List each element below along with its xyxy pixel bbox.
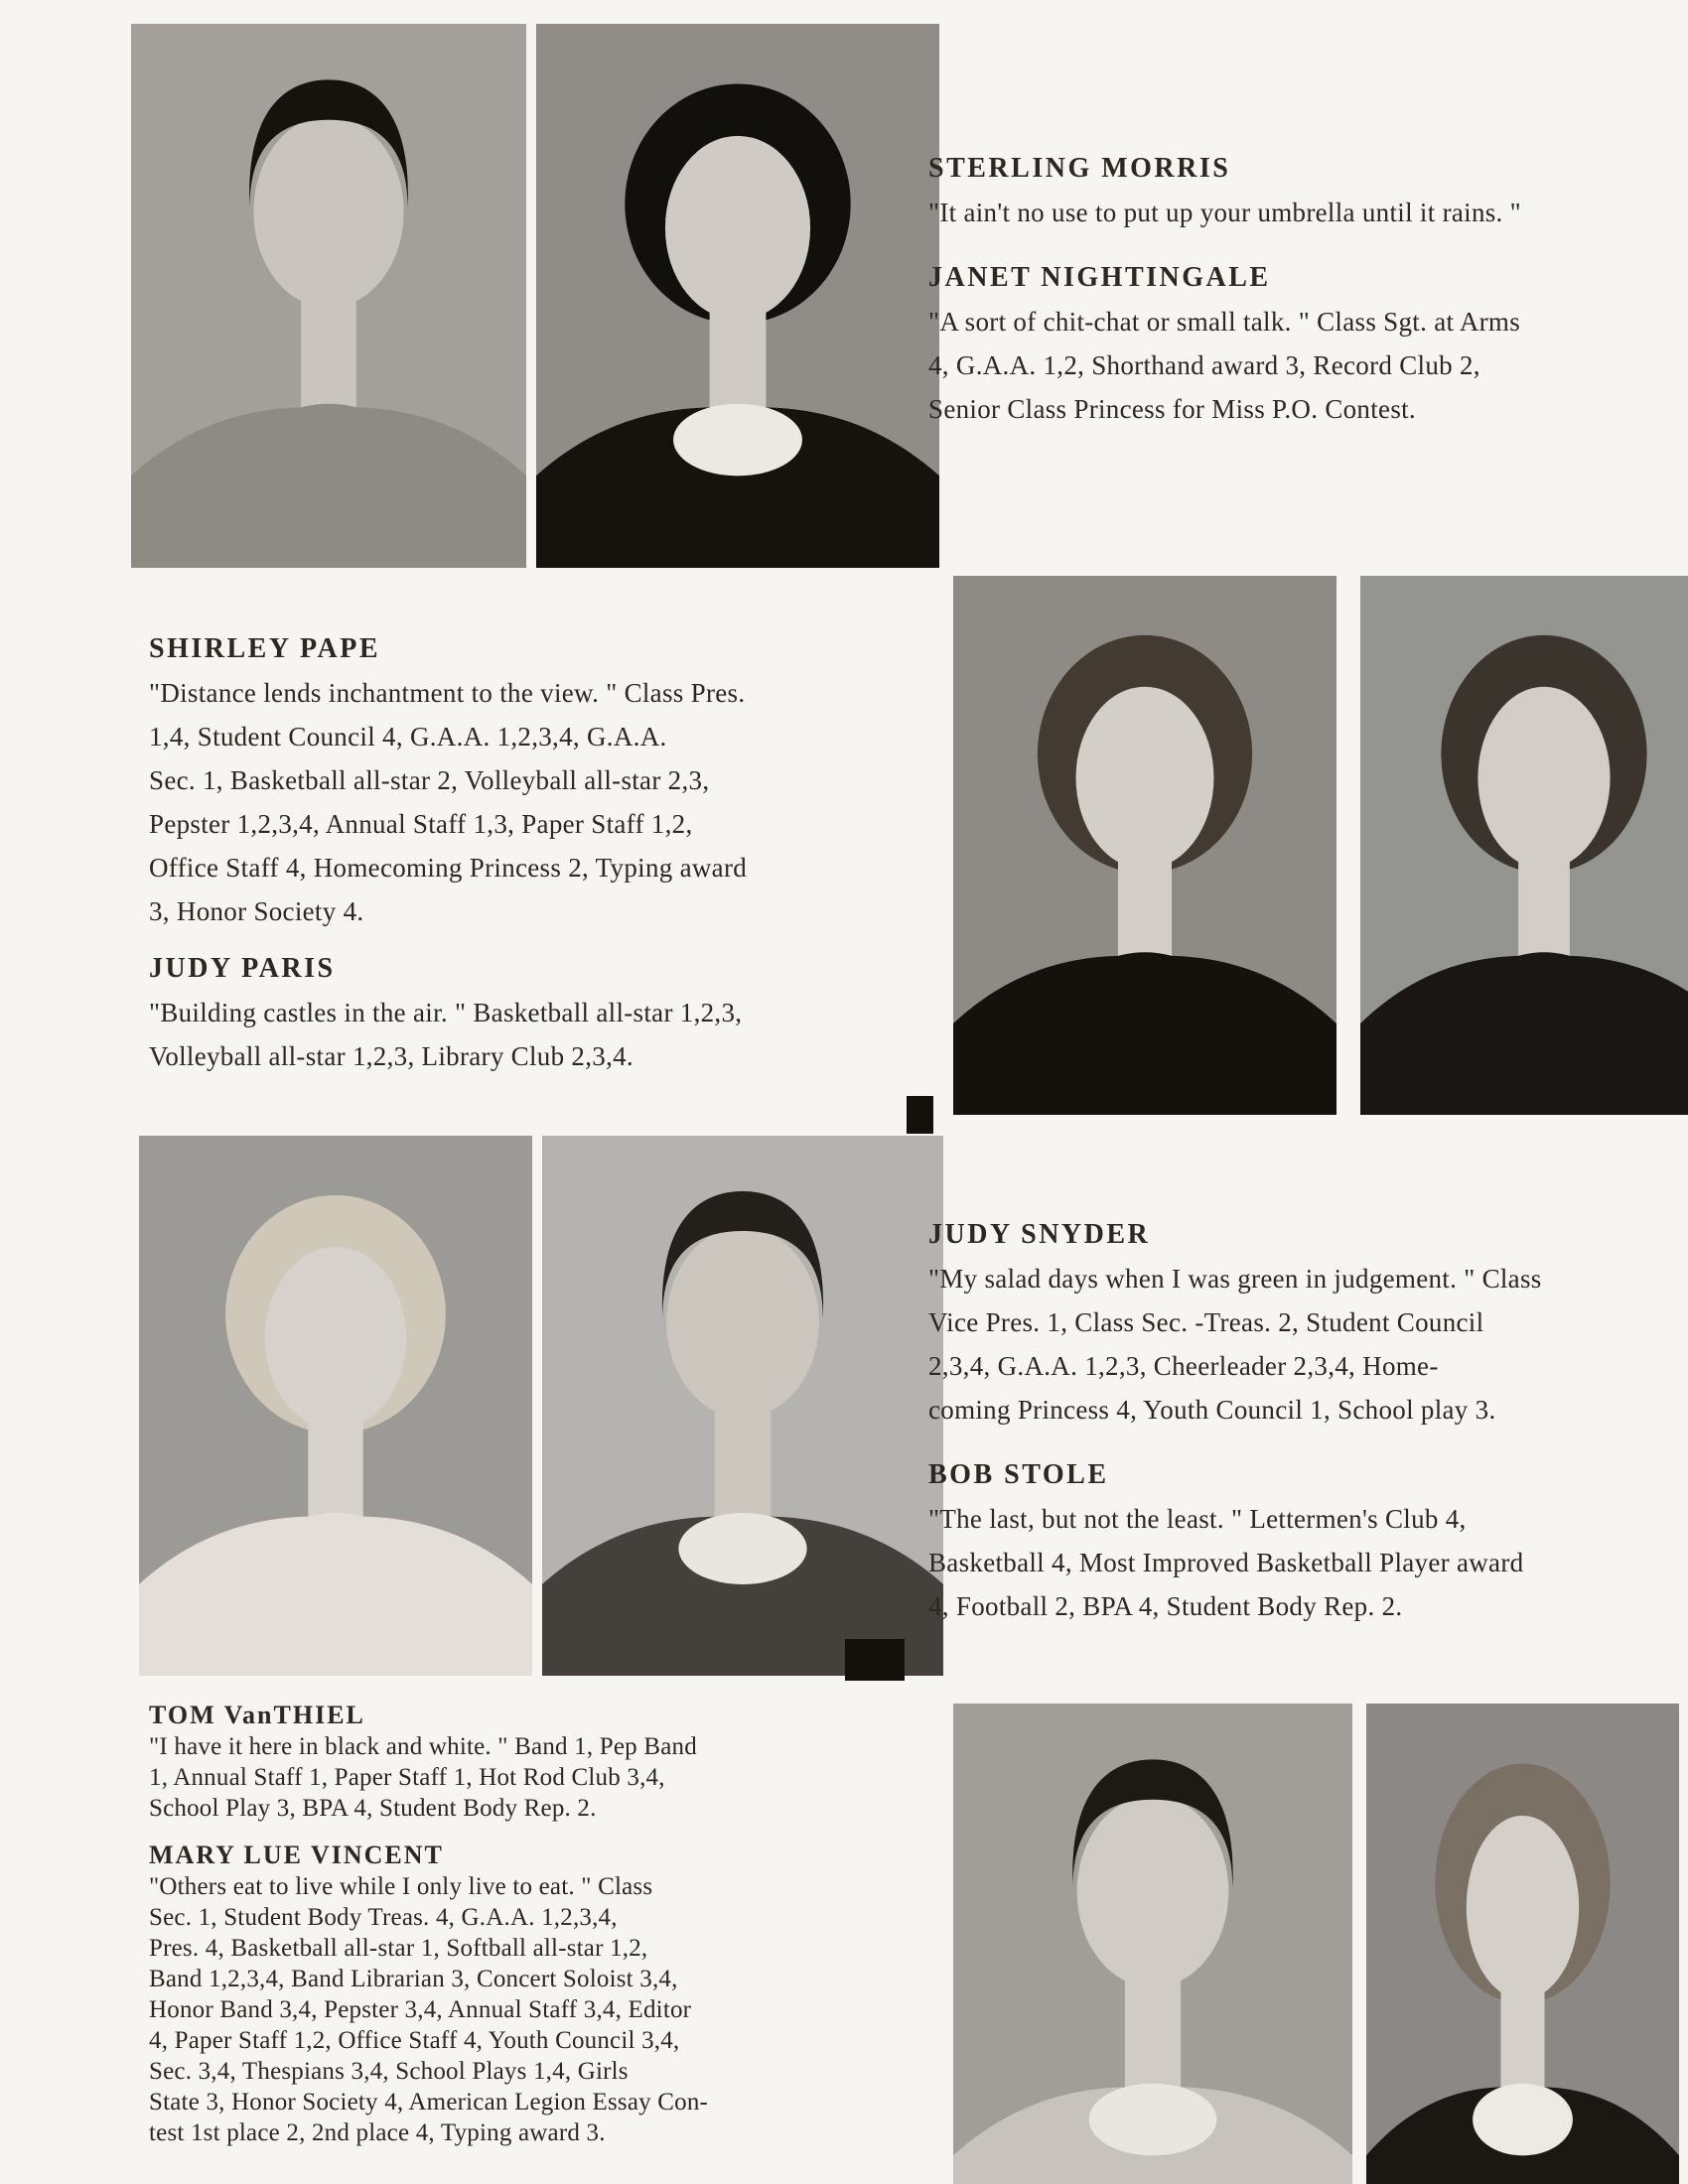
head-shape: [253, 116, 403, 308]
head-shape: [1467, 1816, 1579, 1999]
student-name: TOM VanTHIEL: [149, 1701, 365, 1729]
activity-line: coming Princess 4, Youth Council 1, School play 3.: [928, 1395, 1496, 1425]
activity-line: Office Staff 4, Homecoming Princess 2, Typing award: [149, 853, 748, 883]
text-block-bottom-left: [149, 1700, 834, 2148]
activity-line: School Play 3, BPA 4, Student Body Rep. 2.: [149, 1795, 597, 1822]
activity-line: 4, G.A.A. 1,2, Shorthand award 3, Record Club 2,: [928, 350, 1480, 380]
activity-line: Vice Pres. 1, Class Sec. -Treas. 2, Student Council: [928, 1307, 1484, 1337]
activity-line: "Building castles in the air. " Basketball all-star 1,2,3,: [149, 998, 743, 1027]
head-shape: [665, 136, 810, 320]
head-shape: [1477, 687, 1610, 870]
activity-line: Band 1,2,3,4, Band Librarian 3, Concert Soloist 3,4,: [149, 1966, 678, 1992]
student-entry-shirley-pape: [149, 627, 804, 933]
portrait-janet-nightingale: [536, 24, 939, 568]
portrait-illustration: [536, 24, 939, 568]
head-shape: [666, 1227, 819, 1418]
collar-shape: [273, 1513, 399, 1584]
portrait-bob-stole: [542, 1136, 943, 1676]
activity-line: "Others eat to live while I only live to eat. " Class: [149, 1873, 653, 1900]
activity-line: 2,3,4, G.A.A. 1,2,3, Cheerleader 2,3,4, Home-: [928, 1351, 1439, 1381]
student-entry-mary-lue-vincent: [149, 1840, 834, 2148]
activity-line: Sec. 1, Student Body Treas. 4, G.A.A. 1,2,3,4,: [149, 1904, 618, 1931]
student-entry-janet-nightingale: [928, 256, 1668, 431]
activity-line: test 1st place 2, 2nd place 4, Typing award 3.: [149, 2119, 606, 2146]
portrait-tom-vanthiel: [953, 1704, 1352, 2184]
text-block-lower-right: [928, 1213, 1673, 1628]
portrait-mary-lue-vincent: [1366, 1704, 1679, 2184]
collar-shape: [1485, 952, 1603, 1024]
text-block-top-right: [928, 147, 1668, 431]
student-name: SHIRLEY PAPE: [149, 633, 381, 664]
activity-line: 4, Paper Staff 1,2, Office Staff 4, Youth Council 3,4,: [149, 2027, 680, 2054]
student-name: STERLING MORRIS: [928, 153, 1231, 184]
activity-line: Volleyball all-star 1,2,3, Library Club 2,3,4.: [149, 1041, 633, 1071]
scan-artifact: [907, 1096, 933, 1134]
student-name: BOB STOLE: [928, 1459, 1109, 1490]
portrait-illustration: [139, 1136, 532, 1676]
activity-line: 4, Football 2, BPA 4, Student Body Rep. 2.: [928, 1591, 1403, 1621]
text-block-middle-left: [149, 627, 804, 1078]
student-entry-tom-vanthiel: [149, 1700, 834, 1824]
portrait-sterling-morris: [131, 24, 526, 568]
activity-line: "It ain't no use to put up your umbrella until it rains. ": [928, 198, 1521, 227]
portrait-judy-snyder: [139, 1136, 532, 1676]
portrait-illustration: [1360, 576, 1688, 1115]
student-entry-judy-paris: [149, 947, 804, 1078]
activity-line: "I have it here in black and white. " Band 1, Pep Band: [149, 1733, 697, 1760]
collar-shape: [1089, 2084, 1217, 2156]
student-entry-bob-stole: [928, 1453, 1673, 1628]
collar-shape: [678, 1513, 806, 1584]
portrait-judy-paris: [1360, 576, 1688, 1115]
activity-line: "Distance lends inchantment to the view. " Class Pres.: [149, 678, 746, 708]
student-name: MARY LUE VINCENT: [149, 1841, 444, 1869]
activity-line: Pres. 4, Basketball all-star 1, Softball all-star 1,2,: [149, 1935, 648, 1962]
student-name: JUDY PARIS: [149, 953, 336, 984]
portrait-shirley-pape: [953, 576, 1336, 1115]
activity-line: Pepster 1,2,3,4, Annual Staff 1,3, Paper Staff 1,2,: [149, 809, 693, 839]
activity-line: Sec. 3,4, Thespians 3,4, School Plays 1,4, Girls: [149, 2058, 629, 2085]
activity-line: "The last, but not the least. " Lettermen's Club 4,: [928, 1504, 1467, 1534]
activity-line: "A sort of chit-chat or small talk. " Class Sgt. at Arms: [928, 307, 1521, 337]
activity-line: Honor Band 3,4, Pepster 3,4, Annual Staff 3,4, Editor: [149, 1996, 692, 2023]
portrait-illustration: [542, 1136, 943, 1676]
activity-line: Sec. 1, Basketball all-star 2, Volleyball all-star 2,3,: [149, 765, 710, 795]
activity-line: 1,4, Student Council 4, G.A.A. 1,2,3,4, G.A.A.: [149, 722, 667, 751]
scan-artifact: [845, 1639, 905, 1681]
collar-shape: [1473, 2084, 1573, 2156]
activity-line: 1, Annual Staff 1, Paper Staff 1, Hot Rod Club 3,4,: [149, 1764, 665, 1791]
head-shape: [1076, 687, 1214, 870]
activity-line: Senior Class Princess for Miss P.O. Contest.: [928, 394, 1416, 424]
portrait-illustration: [953, 1704, 1352, 2184]
student-name: JANET NIGHTINGALE: [928, 262, 1271, 293]
activity-line: "My salad days when I was green in judgement. " Class: [928, 1264, 1542, 1294]
activity-line: Basketball 4, Most Improved Basketball Player award: [928, 1548, 1524, 1577]
activity-line: 3, Honor Society 4.: [149, 896, 364, 926]
head-shape: [265, 1247, 407, 1430]
head-shape: [1077, 1796, 1229, 1987]
student-entry-sterling-morris: [928, 147, 1668, 234]
collar-shape: [1083, 952, 1206, 1024]
activity-line: State 3, Honor Society 4, American Legion Essay Con-: [149, 2089, 709, 2116]
portrait-illustration: [131, 24, 526, 568]
portrait-illustration: [1366, 1704, 1679, 2184]
student-name: JUDY SNYDER: [928, 1219, 1151, 1250]
portrait-illustration: [953, 576, 1336, 1115]
collar-shape: [265, 404, 391, 477]
collar-shape: [673, 404, 802, 477]
student-entry-judy-snyder: [928, 1213, 1673, 1432]
